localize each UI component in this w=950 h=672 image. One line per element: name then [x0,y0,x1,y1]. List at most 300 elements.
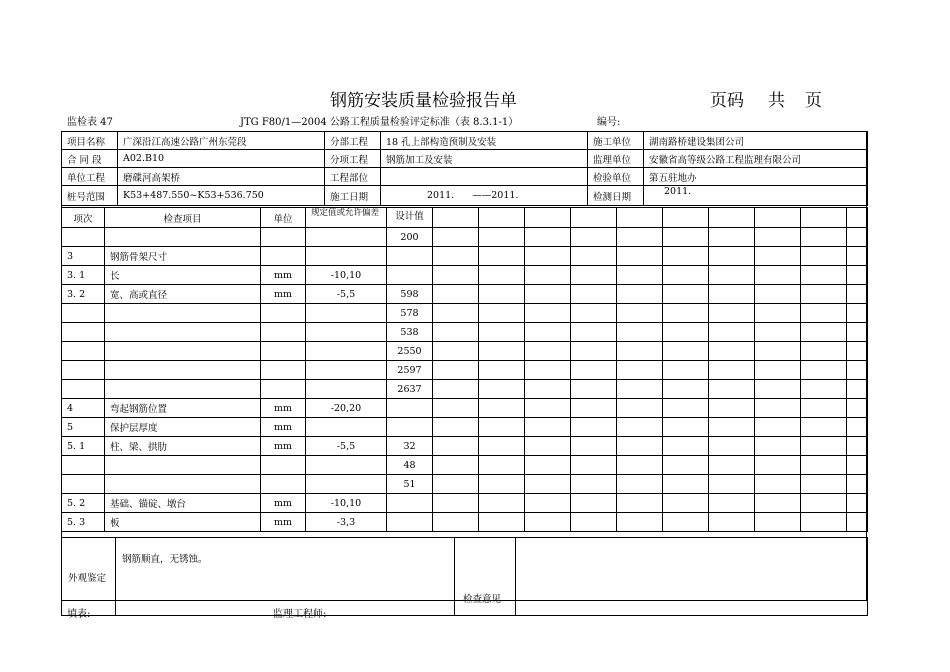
cell-unit [261,323,306,342]
build-date-value [381,186,588,206]
engineer-label: 监理工程师: [273,609,327,620]
inspect-date-value: 2011. [644,186,868,206]
cell-measurement [755,247,801,266]
cell-measurement [755,323,801,342]
cell-measurement [801,418,847,437]
form-code: 监检表 47 [67,117,113,128]
cell-no [62,304,105,323]
appearance-label: 外观鉴定 [62,538,116,616]
cell-measurement [755,513,801,532]
cell-spec: -3,3 [306,513,387,532]
cell-measurement [709,361,755,380]
cell-measurement [571,475,617,494]
table-row [62,361,868,380]
cell-item: 板 [105,513,261,532]
table-row [62,513,868,532]
cell-item: 弯起钢筋位置 [105,399,261,418]
cell-spec [306,228,387,247]
cell-measurement [847,304,868,323]
cell-item [105,361,261,380]
item-project-label: 分项工程 [325,150,381,168]
table-row [62,437,868,456]
cell-measurement [479,380,525,399]
appearance-text: 钢筋顺直，无锈蚀。 [116,538,455,616]
header-design: 设计值 [387,208,433,228]
page-title: 钢筋安装质量检验报告单 [330,91,517,111]
cell-measurement [847,494,868,513]
cell-measurement [479,323,525,342]
cell-measurement [433,228,479,247]
cell-measurement [801,456,847,475]
cell-item: 基础、锚碇、墩台 [105,494,261,513]
table-row [62,228,868,247]
cell-no [62,342,105,361]
cell-design: 48 [387,456,433,475]
cell-item [105,304,261,323]
cell-design [387,266,433,285]
cell-measurement [479,513,525,532]
cell-unit: mm [261,285,306,304]
cell-spec [306,304,387,323]
cell-measurement [433,285,479,304]
cell-design [387,494,433,513]
cell-measurement [847,399,868,418]
cell-item [105,456,261,475]
cell-measurement [663,304,709,323]
cell-unit: mm [261,437,306,456]
cell-measurement [663,437,709,456]
cell-measurement [755,475,801,494]
cell-measurement [709,285,755,304]
cell-unit [261,304,306,323]
cell-measurement [479,285,525,304]
cell-unit [261,475,306,494]
cell-measurement [525,456,571,475]
cell-measurement [801,228,847,247]
cell-measurement [617,418,663,437]
table-row [62,323,868,342]
header-blank [479,208,525,228]
cell-measurement [571,418,617,437]
cell-measurement [571,494,617,513]
inspection-table [61,207,868,532]
cell-measurement [663,399,709,418]
cell-measurement [801,247,847,266]
cell-unit [261,342,306,361]
cell-measurement [479,266,525,285]
cell-measurement [525,418,571,437]
sub-project-label: 分部工程 [325,132,381,150]
cell-design: 200 [387,228,433,247]
cell-measurement [755,342,801,361]
cell-measurement [755,380,801,399]
unit-project-label: 单位工程 [62,168,118,186]
cell-measurement [617,494,663,513]
cell-measurement [433,266,479,285]
project-name-value: 广深沿江高速公路广州东莞段 [118,132,325,150]
cell-measurement [525,304,571,323]
table-row [62,494,868,513]
cell-measurement [801,266,847,285]
cell-measurement [617,380,663,399]
range-label: 桩号范围 [62,186,118,206]
cell-no: 3 [62,247,105,266]
cell-measurement [755,494,801,513]
cell-measurement [755,304,801,323]
cell-no: 5. 2 [62,494,105,513]
supervisor-value: 安徽省高等级公路工程监理有限公司 [644,150,868,168]
cell-spec [306,342,387,361]
cell-measurement [847,266,868,285]
table-row [62,266,868,285]
cell-unit [261,456,306,475]
cell-measurement [847,285,868,304]
header-blank [433,208,479,228]
cell-spec: -10,10 [306,494,387,513]
cell-measurement [755,418,801,437]
item-project-value: 钢筋加工及安装 [381,150,588,168]
cell-unit: mm [261,399,306,418]
table-row [62,399,868,418]
cell-measurement [571,266,617,285]
cell-measurement [663,228,709,247]
cell-spec: -5,5 [306,437,387,456]
cell-measurement [663,513,709,532]
cell-measurement [525,266,571,285]
unit-project-value: 磨碟河高架桥 [118,168,325,186]
cell-measurement [709,266,755,285]
cell-measurement [571,513,617,532]
table-row [62,304,868,323]
cell-design [387,399,433,418]
cell-measurement [479,342,525,361]
header-blank [801,208,847,228]
cell-measurement [617,456,663,475]
supervisor-label: 监理单位 [588,150,644,168]
header-blank [755,208,801,228]
location-value [381,168,588,186]
cell-measurement [801,285,847,304]
cell-measurement [801,437,847,456]
cell-no: 5. 1 [62,437,105,456]
inspect-unit-value: 第五驻地办 [644,168,868,186]
cell-measurement [571,228,617,247]
cell-measurement [663,285,709,304]
cell-measurement [847,247,868,266]
cell-measurement [571,285,617,304]
cell-measurement [433,399,479,418]
cell-measurement [709,475,755,494]
number-label: 编号: [597,117,621,128]
cell-no: 3. 2 [62,285,105,304]
cell-design: 2597 [387,361,433,380]
cell-measurement [433,304,479,323]
cell-measurement [801,475,847,494]
cell-unit: mm [261,494,306,513]
cell-measurement [617,513,663,532]
table-row [62,456,868,475]
cell-measurement [709,494,755,513]
table-row [62,285,868,304]
cell-measurement [709,342,755,361]
cell-unit [261,247,306,266]
table-row [62,475,868,494]
cell-measurement [663,456,709,475]
cell-no [62,323,105,342]
cell-measurement [663,266,709,285]
cell-measurement [847,380,868,399]
header-item: 检查项目 [105,208,261,228]
cell-design: 578 [387,304,433,323]
cell-measurement [709,247,755,266]
cell-measurement [755,437,801,456]
cell-measurement [847,323,868,342]
cell-no [62,475,105,494]
cell-measurement [709,513,755,532]
cell-measurement [755,266,801,285]
cell-spec [306,247,387,266]
cell-spec [306,323,387,342]
cell-no: 5 [62,418,105,437]
cell-measurement [433,342,479,361]
cell-measurement [433,437,479,456]
cell-measurement [801,304,847,323]
header-blank [709,208,755,228]
cell-unit: mm [261,266,306,285]
header-blank [617,208,663,228]
cell-measurement [755,285,801,304]
cell-measurement [847,456,868,475]
cell-measurement [525,513,571,532]
cell-measurement [571,304,617,323]
cell-measurement [617,304,663,323]
cell-no: 4 [62,399,105,418]
cell-measurement [525,285,571,304]
cell-unit [261,228,306,247]
header-spec: 规定值或允许偏差 [306,208,387,228]
cell-unit: mm [261,513,306,532]
cell-measurement [617,247,663,266]
cell-measurement [801,342,847,361]
contract-value: A02.B10 [118,150,325,168]
cell-measurement [663,475,709,494]
cell-item [105,228,261,247]
cell-measurement [847,228,868,247]
build-date-label: 施工日期 [325,186,381,206]
table-row [62,380,868,399]
cell-unit [261,380,306,399]
cell-measurement [525,380,571,399]
cell-design: 2550 [387,342,433,361]
cell-measurement [663,323,709,342]
cell-item [105,380,261,399]
cell-measurement [571,342,617,361]
cell-measurement [433,418,479,437]
cell-measurement [755,361,801,380]
filler-label: 填表: [67,609,91,620]
cell-measurement [709,380,755,399]
cell-measurement [433,323,479,342]
cell-measurement [433,380,479,399]
build-date-from: 2011. [427,190,455,201]
cell-item: 柱、梁、拱肋 [105,437,261,456]
cell-design [387,247,433,266]
cell-item [105,475,261,494]
cell-no: 5. 3 [62,513,105,532]
cell-design: 538 [387,323,433,342]
header-unit: 单位 [261,208,306,228]
cell-measurement [663,418,709,437]
opinion-label: 检查意见 [455,538,516,616]
cell-unit [261,361,306,380]
build-date-to: ——2011. [472,190,519,201]
cell-no [62,456,105,475]
header-blank [847,208,868,228]
cell-measurement [709,399,755,418]
cell-design: 2637 [387,380,433,399]
cell-spec [306,456,387,475]
contractor-label: 施工单位 [588,132,644,150]
table-row [62,418,868,437]
cell-item: 保护层厚度 [105,418,261,437]
cell-measurement [617,266,663,285]
cell-item: 钢筋骨架尺寸 [105,247,261,266]
page-suffix-label: 页 [805,91,822,111]
cell-design: 32 [387,437,433,456]
cell-measurement [479,456,525,475]
standard-reference: JTG F80/1—2004 公路工程质量检验评定标准（表 8.3.1-1） [240,117,519,128]
cell-measurement [709,323,755,342]
cell-measurement [709,228,755,247]
table-row [62,342,868,361]
cell-design [387,513,433,532]
cell-measurement [801,399,847,418]
inspect-date-label: 检测日期 [588,186,644,206]
cell-measurement [571,361,617,380]
header-blank [571,208,617,228]
cell-spec: -10,10 [306,266,387,285]
cell-measurement [617,342,663,361]
cell-item: 长 [105,266,261,285]
cell-item [105,323,261,342]
cell-measurement [847,342,868,361]
project-name-label: 项目名称 [62,132,118,150]
cell-spec [306,380,387,399]
cell-spec [306,418,387,437]
cell-measurement [479,475,525,494]
cell-measurement [433,475,479,494]
cell-measurement [571,437,617,456]
cell-measurement [479,361,525,380]
cell-no [62,380,105,399]
cell-measurement [617,475,663,494]
table-header-row [62,208,868,228]
cell-measurement [479,228,525,247]
cell-measurement [433,456,479,475]
cell-measurement [847,437,868,456]
cell-spec [306,475,387,494]
cell-no: 3. 1 [62,266,105,285]
contract-label: 合 同 段 [62,150,118,168]
cell-measurement [709,418,755,437]
cell-design [387,418,433,437]
cell-design: 51 [387,475,433,494]
cell-spec: -20,20 [306,399,387,418]
cell-measurement [479,304,525,323]
cell-measurement [847,475,868,494]
sub-project-value: 18 孔上部构造预制及安装 [381,132,588,150]
cell-measurement [571,323,617,342]
cell-design: 598 [387,285,433,304]
cell-measurement [663,380,709,399]
cell-measurement [755,456,801,475]
cell-no [62,228,105,247]
cell-measurement [709,437,755,456]
cell-measurement [617,399,663,418]
cell-measurement [617,361,663,380]
cell-measurement [525,342,571,361]
cell-measurement [663,494,709,513]
inspect-unit-label: 检验单位 [588,168,644,186]
cell-measurement [847,361,868,380]
cell-measurement [755,399,801,418]
cell-measurement [663,342,709,361]
range-value: K53+487.550~K53+536.750 [118,186,325,206]
cell-measurement [525,494,571,513]
cell-measurement [479,494,525,513]
header-blank [663,208,709,228]
header-no: 项次 [62,208,105,228]
cell-measurement [617,323,663,342]
cell-measurement [663,361,709,380]
cell-measurement [801,380,847,399]
info-table [61,131,868,206]
total-pages-label: 共 [768,91,785,111]
header-blank [525,208,571,228]
cell-measurement [525,228,571,247]
cell-measurement [755,228,801,247]
opinion-value [516,538,868,616]
table-row [62,247,868,266]
appearance-table [61,537,868,616]
cell-measurement [479,247,525,266]
cell-measurement [479,418,525,437]
cell-measurement [571,399,617,418]
cell-measurement [571,380,617,399]
cell-measurement [801,494,847,513]
cell-measurement [433,247,479,266]
cell-measurement [847,418,868,437]
cell-measurement [617,228,663,247]
location-label: 工程部位 [325,168,381,186]
cell-item: 宽、高或直径 [105,285,261,304]
cell-measurement [479,437,525,456]
cell-measurement [847,513,868,532]
contractor-value: 湖南路桥建设集团公司 [644,132,868,150]
cell-measurement [525,399,571,418]
cell-measurement [433,513,479,532]
cell-measurement [663,247,709,266]
cell-measurement [525,475,571,494]
cell-measurement [571,247,617,266]
cell-measurement [709,456,755,475]
cell-measurement [801,361,847,380]
cell-measurement [433,361,479,380]
cell-measurement [801,513,847,532]
cell-measurement [525,247,571,266]
cell-measurement [801,323,847,342]
cell-measurement [479,399,525,418]
